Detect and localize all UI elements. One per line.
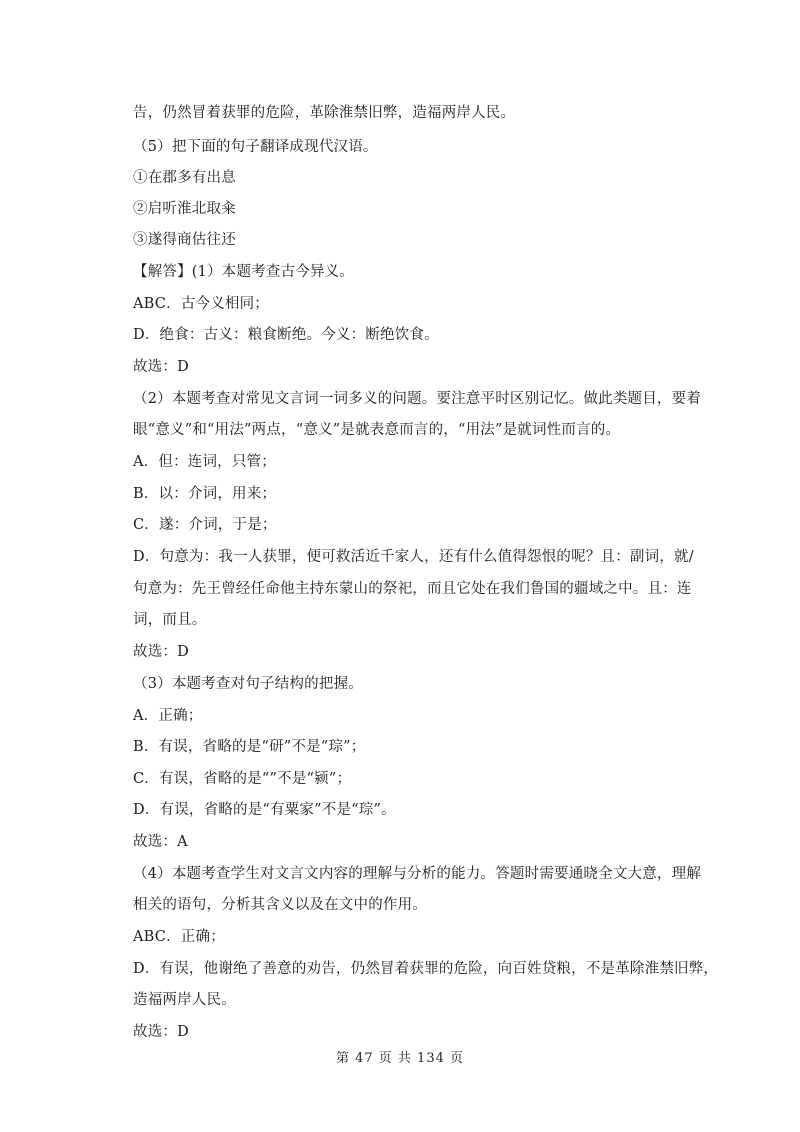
text-line: 眼“意义”和“用法”两点，“意义”是就表意而言的，“用法”是就词性而言的。 [133,422,621,438]
page-number-footer: 第 47 页 共 134 页 [335,1051,465,1066]
text-line: ②启听淮北取籴 [133,201,236,217]
text-line: （3）本题考查对句子结构的把握。 [133,676,363,692]
text-line: A．但：连词，只管； [133,454,276,470]
text-line: B．以：介词，用来； [133,486,277,502]
text-line: （5）把下面的句子翻译成现代汉语。 [133,139,378,155]
text-line: 告，仍然冒着获罪的危险，革除淮禁旧弊，造福两岸人民。 [133,105,516,121]
text-line: 故选：D [133,1024,189,1040]
text-line: D．有误，他谢绝了善意的劝告，仍然冒着获罪的危险，向百姓贷粮，不是革除淮禁旧弊， [133,961,719,977]
text-line: D．句意为：我一人获罪，便可救活近千家人，还有什么值得怨恨的呢？且：副词，就/ [133,549,694,565]
text-line: C．遂：介词，于是； [133,517,277,533]
text-line: ①在郡多有出息 [133,170,236,186]
text-line: A．正确； [133,708,203,724]
text-line: C．有误，省略的是“”不是“颍”； [133,771,352,787]
text-line: ABC．古今义相同； [133,296,269,312]
text-line: 故选：A [133,834,188,850]
text-line: ③遂得商估往还 [133,232,236,248]
text-line: （4）本题考查学生对文言文内容的理解与分析的能力。答题时需要通晓全文大意，理解 [133,866,702,882]
text-line: 相关的语句，分析其含义以及在文中的作用。 [133,897,427,913]
text-line: 句意为：先王曾经任命他主持东蒙山的祭祀，而且它处在我们鲁国的疆域之中。且：连 [133,581,692,597]
text-line: B．有误，省略的是“研”不是“琮”； [133,739,366,755]
text-line: ABC．正确； [133,929,225,945]
text-line: 造福两岸人民。 [133,992,236,1008]
text-line: 故选：D [133,359,189,375]
text-line: （2）本题考查对常见文言词一词多义的问题。要注意平时区别记忆。做此类题目，要着 [133,391,702,407]
text-line: D．绝食：古义：粮食断绝。今义：断绝饮食。 [133,327,439,343]
text-line: D．有误，省略的是“有粟家”不是“琮”。 [133,802,396,818]
text-line: 故选：D [133,644,189,660]
text-line: 【解答】(1）本题考查古今异义。 [133,264,355,280]
text-line: 词，而且。 [133,612,207,628]
